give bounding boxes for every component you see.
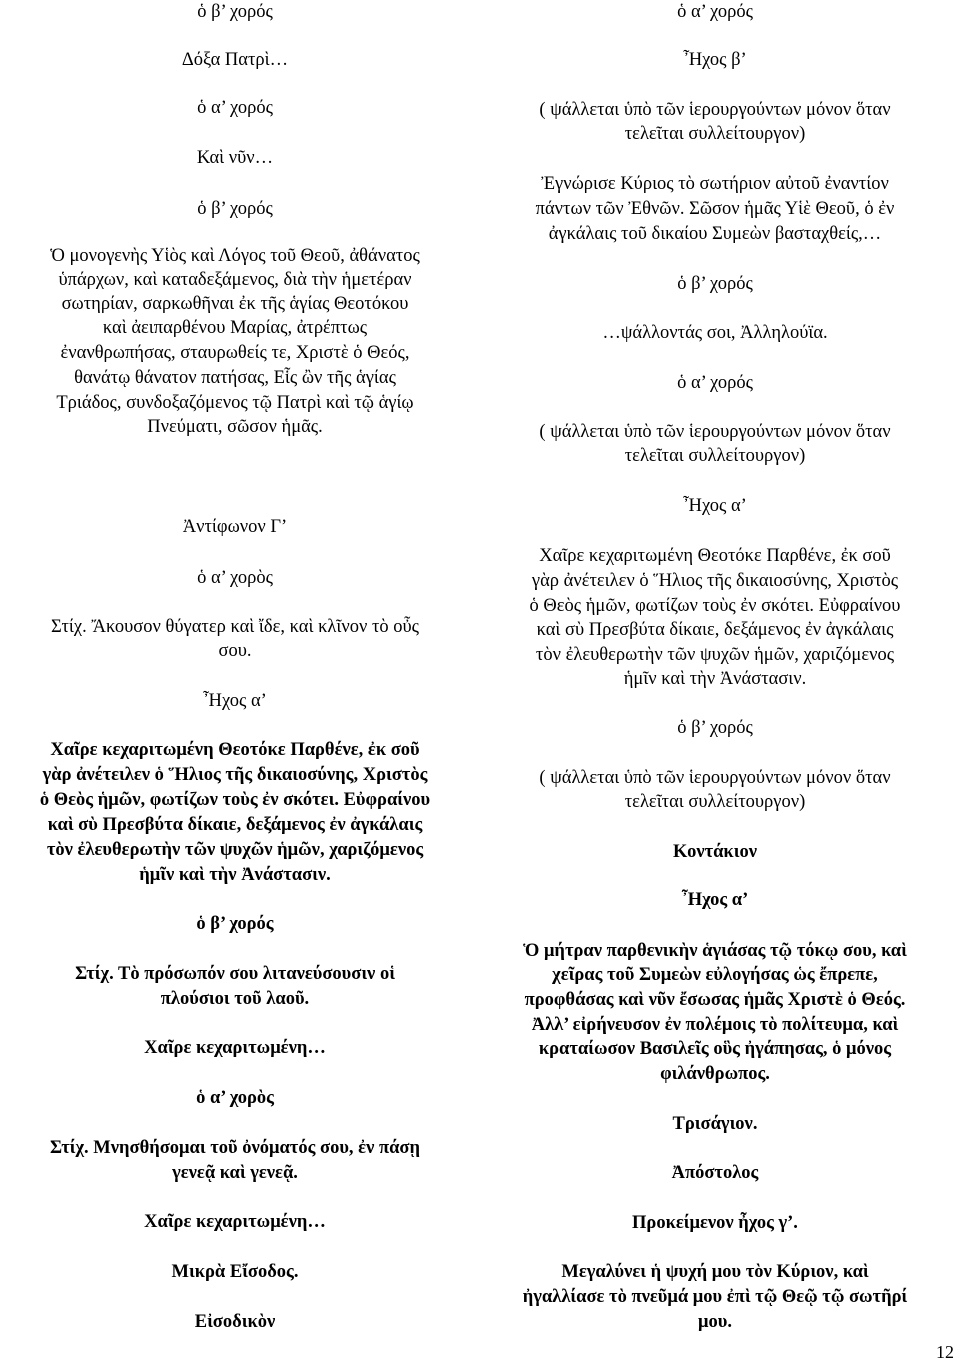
rubric-line: τελεῖται συλλείτουργον) <box>624 446 806 466</box>
hymn-line: ἡμῖν καὶ τὴν Ἀνάστασιν. <box>623 669 807 689</box>
hymn-line: χεῖρας τοῦ Συμεὼν εὐλογήσας ὡς ἔπρεπε, <box>552 965 878 985</box>
antiphon-heading: Ἀντίφωνον Γ’ <box>182 517 288 537</box>
hymn-line: Ὁ μήτραν παρθενικὴν ἁγιάσας τῷ τόκῳ σου, καὶ <box>523 941 907 961</box>
refrain-line: Χαῖρε κεχαριτωμένη… <box>144 1212 326 1232</box>
tone-heading: Ἦχος α’ <box>683 496 747 516</box>
hymn-line: πάντων τῶν Ἐθνῶν. Σῶσον ἡμᾶς Υἱὲ Θεοῦ, ὁ ἐν <box>535 199 895 219</box>
hymn-line: Χαῖρε κεχαριτωμένη Θεοτόκε Παρθένε, ἐκ σοῦ <box>50 740 420 760</box>
verse-line: Στίχ. Μνησθήσομαι τοῦ ὀνόματός σου, ἐν πάσῃ <box>50 1138 420 1158</box>
verse-line: σου. <box>218 641 252 661</box>
hymn-line: ὑπάρχων, καὶ καταδεξάμενος, διὰ τὴν ἡμετέραν <box>58 270 412 290</box>
hymn-line: γὰρ ἀνέτειλεν ὁ Ἥλιος τῆς δικαιοσύνης, Χριστὸς <box>42 765 428 785</box>
hymn-line: Ἀλλ’ εἰρήνευσον ἐν πολέμοις τὸ πολίτευμα, καὶ <box>531 1015 899 1035</box>
rubric-line: τελεῖται συλλείτουργον) <box>624 124 806 144</box>
hymn-line: τὸν ἐλευθερωτὴν τῶν ψυχῶν ἡμῶν, χαριζόμενος <box>535 645 895 665</box>
rubric-line: ( ψάλλεται ὑπὸ τῶν ἱερουργούντων μόνον ὅταν <box>539 422 891 442</box>
hymn-line: ἡμῖν καὶ τὴν Ἀνάστασιν. <box>139 865 331 885</box>
hymn-line: ὁ Θεὸς ἡμῶν, φωτίζων τοὺς ἐν σκότει. Εὐφραίνου <box>39 790 431 810</box>
kai-nyn-line: Καὶ νῦν… <box>196 148 274 168</box>
hymn-line: ἐνανθρωπήσας, σταυρωθείς τε, Χριστὲ ὁ Θεός, <box>60 343 410 363</box>
hymn-line: Χαῖρε κεχαριτωμένη Θεοτόκε Παρθένε, ἐκ σοῦ <box>539 546 891 566</box>
rubric-line: ( ψάλλεται ὑπὸ τῶν ἱερουργούντων μόνον ὅταν <box>539 768 891 788</box>
hymn-line: τὸν ἐλευθερωτὴν τῶν ψυχῶν ἡμῶν, χαριζόμενος <box>46 840 424 860</box>
hymn-line: Πνεύματι, σῶσον ἡμᾶς. <box>147 417 323 437</box>
verse-line: γενεᾷ καὶ γενεᾷ. <box>172 1163 298 1183</box>
tone-heading: Ἦχος α’ <box>681 890 749 910</box>
hymn-line: Ἐγνώρισε Κύριος τὸ σωτήριον αὐτοῦ ἐναντίον <box>541 174 889 194</box>
choir-heading: ὁ α’ χορὸς <box>196 1088 274 1108</box>
choir-heading: ὁ α’ χορὸς <box>197 568 273 588</box>
hymn-line: καὶ ἀειπαρθένου Μαρίας, ἀτρέπτως <box>102 318 368 338</box>
eisodikon-heading: Εἰσοδικὸν <box>194 1312 276 1332</box>
hymn-line: φιλάνθρωπος. <box>660 1064 770 1084</box>
hymn-line: καὶ σὺ Πρεσβύτα δίκαιε, δεξάμενος ἐν ἀγκάλαις <box>47 815 423 835</box>
verse-line: Στίχ. Ἄκουσον θύγατερ καὶ ἴδε, καὶ κλῖνον τὸ οὖς <box>51 617 419 637</box>
choir-heading: ὁ α’ χορός <box>197 98 273 118</box>
page-number: 12 <box>936 1342 954 1362</box>
hymn-line: Τριάδος, συνδοξαζόμενος τῷ Πατρὶ καὶ τῷ ἁγίῳ <box>56 393 414 413</box>
rubric-line: ( ψάλλεται ὑπὸ τῶν ἱερουργούντων μόνον ὅταν <box>539 100 891 120</box>
prokeimenon-line: ἠγαλλίασε τὸ πνεῦμά μου ἐπὶ τῷ Θεῷ τῷ σωτῆρί <box>522 1287 908 1307</box>
hymn-line: προφθάσας καὶ νῦν ἔσωσας ἡμᾶς Χριστὲ ὁ Θεός. <box>524 990 906 1010</box>
apostle-heading: Ἀπόστολος <box>671 1163 759 1183</box>
refrain-line: …ψάλλοντάς σοι, Ἀλληλούϊα. <box>602 323 828 343</box>
choir-heading: ὁ β’ χορός <box>677 718 753 738</box>
hymn-line: σωτηρίαν, σαρκωθῆναι ἐκ τῆς ἁγίας Θεοτόκου <box>61 294 409 314</box>
choir-heading: ὁ α’ χορός <box>677 373 753 393</box>
verse-line: Στίχ. Τὸ πρόσωπόν σου λιτανεύσουσιν οἱ <box>75 964 395 984</box>
kontakion-heading: Κοντάκιον <box>673 842 757 862</box>
prokeimenon-line: Μεγαλύνει ἡ ψυχή μου τὸν Κύριον, καὶ <box>561 1262 869 1282</box>
hymn-line: Ὁ μονογενὴς Υἱὸς καὶ Λόγος τοῦ Θεοῦ, ἀθάνατος <box>50 246 420 266</box>
hymn-line: ἀγκάλαις τοῦ δικαίου Συμεὼν βασταχθείς,… <box>548 224 882 244</box>
entrance-heading: Μικρὰ Εἴσοδος. <box>171 1262 299 1282</box>
prokeimenon-line: μου. <box>698 1312 732 1332</box>
hymn-line: γὰρ ἀνέτειλεν ὁ Ἥλιος τῆς δικαιοσύνης, Χριστὸς <box>531 571 899 591</box>
trisagion-heading: Τρισάγιον. <box>672 1114 758 1134</box>
choir-heading: ὁ β’ χορός <box>197 199 273 219</box>
choir-heading: ὁ β’ χορός <box>197 2 273 22</box>
hymn-line: κραταίωσον Βασιλεῖς οὓς ἠγάπησας, ὁ μόνος <box>538 1039 892 1059</box>
prokeimenon-heading: Προκείμενον ἦχος γ’. <box>632 1213 798 1233</box>
tone-heading: Ἦχος β’ <box>683 50 747 70</box>
refrain-line: Χαῖρε κεχαριτωμένη… <box>144 1038 326 1058</box>
hymn-line: ὁ Θεὸς ἡμῶν, φωτίζων τοὺς ἐν σκότει. Εὐφραίνου <box>529 596 901 616</box>
rubric-line: τελεῖται συλλείτουργον) <box>624 792 806 812</box>
choir-heading: ὁ α’ χορός <box>677 2 753 22</box>
hymn-line: καὶ σὺ Πρεσβύτα δίκαιε, δεξάμενος ἐν ἀγκάλαις <box>536 620 894 640</box>
doxology-line: Δόξα Πατρὶ… <box>181 50 289 70</box>
verse-line: πλούσιοι τοῦ λαοῦ. <box>160 989 310 1009</box>
choir-heading: ὁ β’ χορός <box>196 914 274 934</box>
hymn-line: θανάτῳ θάνατον πατήσας, Εἷς ὢν τῆς ἁγίας <box>74 368 396 388</box>
tone-heading: Ἦχος α’ <box>203 691 267 711</box>
choir-heading: ὁ β’ χορός <box>677 274 753 294</box>
